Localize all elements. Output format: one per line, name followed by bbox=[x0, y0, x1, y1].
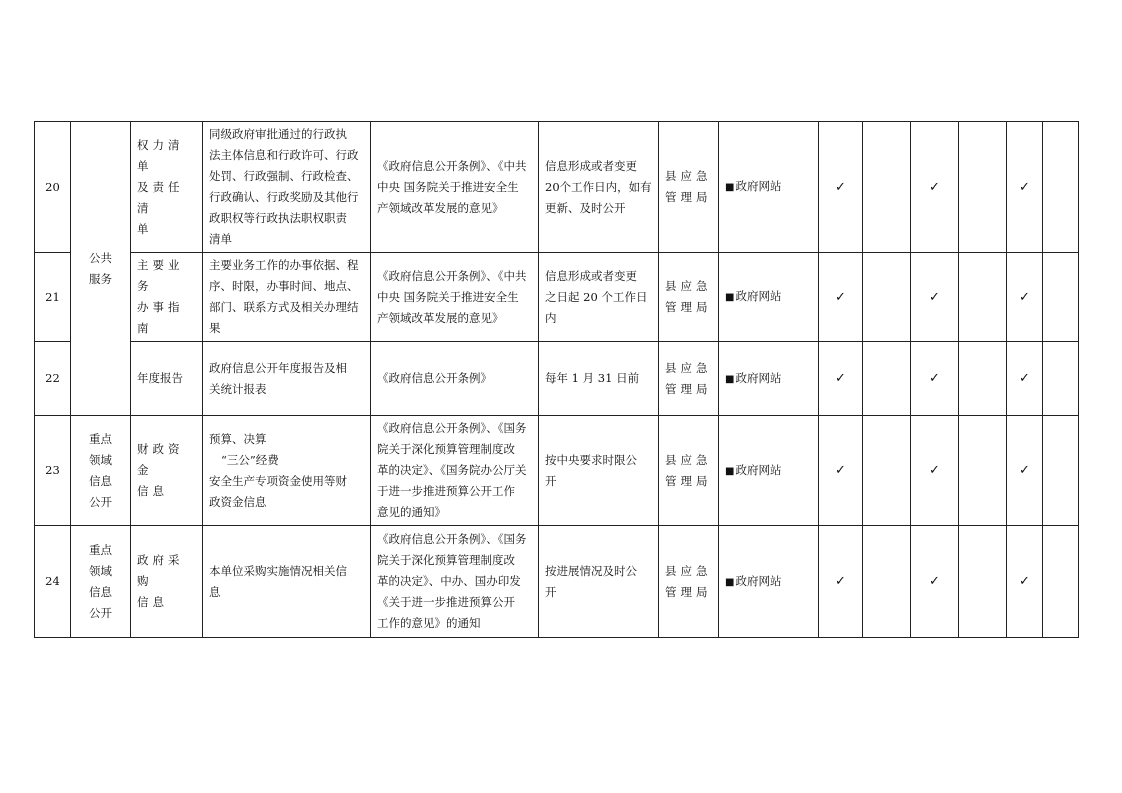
basis-line: 《政府信息公开条例》、《中共 bbox=[377, 158, 527, 173]
basis-cell bbox=[371, 122, 539, 253]
basis-cell bbox=[371, 526, 539, 638]
content-line: 果 bbox=[209, 321, 221, 335]
body-line: 管理局 bbox=[665, 584, 712, 599]
content-line: 同级政府审批通过的行政执 bbox=[209, 127, 347, 141]
body-cell bbox=[659, 526, 719, 638]
basis-line: 院关于深化预算管理制度改 bbox=[377, 553, 515, 567]
item-line: 主要业务 bbox=[137, 258, 184, 293]
item-line: 及责任清 bbox=[137, 179, 184, 215]
check-icon: ✓ bbox=[1019, 179, 1030, 195]
basis-line: 产领域改革发展的意见》 bbox=[377, 200, 504, 215]
timeframe-line: 每年 1 月 31 日前 bbox=[545, 371, 640, 385]
item-cell bbox=[131, 342, 203, 416]
basis-cell bbox=[371, 416, 539, 526]
item-line: 办事指南 bbox=[137, 300, 184, 335]
basis-line: 《政府信息公开条例》、《中共 bbox=[377, 268, 527, 283]
content-line: 政资金信息 bbox=[209, 494, 267, 509]
row-number: 23 bbox=[35, 416, 71, 526]
content-cell bbox=[203, 526, 371, 638]
check-icon: ✓ bbox=[835, 574, 846, 589]
timeframe-line: 按中央要求时限公 bbox=[545, 452, 637, 467]
content-cell bbox=[203, 122, 371, 253]
item-line: 权力清单 bbox=[137, 137, 184, 173]
item-cell bbox=[131, 253, 203, 342]
content-line: 本单位采购实施情况相关信 bbox=[209, 563, 347, 578]
category-line: 服务 bbox=[89, 271, 112, 286]
basis-line: 产领域改革发展的意见》 bbox=[377, 310, 504, 325]
category-line: 重点 bbox=[89, 542, 112, 557]
check-icon: ✓ bbox=[835, 289, 846, 305]
timeframe-cell bbox=[539, 342, 659, 416]
content-line: 政府信息公开年度报告及相 bbox=[209, 360, 347, 375]
body-cell bbox=[659, 342, 719, 416]
table-row bbox=[35, 253, 1079, 342]
row-number: 20 bbox=[35, 122, 71, 253]
item-cell bbox=[131, 416, 203, 526]
basis-line: 《政府信息公开条例》、《国务 bbox=[377, 421, 527, 435]
category-cell bbox=[71, 526, 131, 638]
content-line: 关统计报表 bbox=[209, 381, 267, 396]
content-cell bbox=[203, 342, 371, 416]
body-line: 管理局 bbox=[665, 190, 712, 204]
content-line: 清单 bbox=[209, 232, 232, 246]
item-cell bbox=[131, 526, 203, 638]
basis-line: 《政府信息公开条例》 bbox=[377, 371, 492, 385]
content-line: 行政确认、行政奖励及其他行 bbox=[209, 190, 359, 204]
timeframe-line: 开 bbox=[545, 473, 557, 488]
content-line: 预算、决算 bbox=[209, 431, 267, 446]
row-number: 21 bbox=[35, 253, 71, 342]
timeframe-cell bbox=[539, 253, 659, 342]
timeframe-line: 20个工作日内，如有 bbox=[545, 179, 652, 194]
timeframe-cell bbox=[539, 526, 659, 638]
basis-line: 院关于深化预算管理制度改 bbox=[377, 442, 515, 456]
body-line: 管理局 bbox=[665, 473, 712, 488]
item-line: 政府采购 bbox=[137, 553, 184, 588]
channel-cell bbox=[719, 526, 819, 638]
item-line: 财政资金 bbox=[137, 442, 184, 477]
channel-cell bbox=[719, 342, 819, 416]
item-line: 信息 bbox=[137, 595, 168, 609]
category-line: 公开 bbox=[89, 494, 112, 509]
basis-line: 中央 国务院关于推进安全生 bbox=[377, 289, 519, 304]
body-cell bbox=[659, 253, 719, 342]
basis-line: 革的决定》、中办、国办印发 bbox=[377, 574, 521, 588]
channel-label: 政府网站 bbox=[735, 289, 782, 303]
check-icon: ✓ bbox=[1019, 289, 1030, 305]
check-icon: ✓ bbox=[1019, 463, 1030, 478]
category-line: 信息 bbox=[89, 473, 112, 488]
content-line: “三公”经费 bbox=[221, 452, 279, 467]
basis-cell bbox=[371, 342, 539, 416]
item-line: 信息 bbox=[137, 484, 168, 498]
body-line: 县应急 bbox=[665, 563, 712, 578]
table-row bbox=[35, 526, 1079, 638]
check-icon: ✓ bbox=[1019, 574, 1030, 589]
timeframe-line: 更新、及时公开 bbox=[545, 200, 626, 215]
basis-line: 工作的意见》的通知 bbox=[377, 616, 481, 630]
body-line: 县应急 bbox=[665, 279, 712, 293]
content-line: 政职权等行政执法职权职责 bbox=[209, 211, 347, 225]
body-line: 县应急 bbox=[665, 452, 712, 467]
timeframe-line: 按进展情况及时公 bbox=[545, 563, 637, 578]
category-cell bbox=[71, 122, 131, 416]
content-cell bbox=[203, 416, 371, 526]
body-cell bbox=[659, 416, 719, 526]
check-icon: ✓ bbox=[929, 371, 940, 386]
channel-label: 政府网站 bbox=[735, 462, 782, 477]
timeframe-line: 信息形成或者变更 bbox=[545, 268, 637, 283]
check-icon: ✓ bbox=[929, 289, 940, 305]
channel-label: 政府网站 bbox=[735, 179, 782, 193]
category-line: 领域 bbox=[89, 452, 112, 467]
timeframe-line: 内 bbox=[545, 310, 557, 325]
category-line: 公开 bbox=[89, 605, 112, 620]
disclosure-table bbox=[34, 121, 1079, 638]
row-number: 24 bbox=[35, 526, 71, 638]
channel-label: 政府网站 bbox=[735, 573, 782, 588]
check-icon: ✓ bbox=[835, 371, 846, 386]
check-icon: ✓ bbox=[1019, 371, 1030, 386]
category-line: 公共 bbox=[89, 250, 112, 265]
row-number: 22 bbox=[35, 342, 71, 416]
check-icon: ✓ bbox=[929, 574, 940, 589]
basis-line: 意见的通知》 bbox=[377, 505, 446, 519]
timeframe-line: 信息形成或者变更 bbox=[545, 158, 637, 173]
timeframe-cell bbox=[539, 416, 659, 526]
check-icon: ✓ bbox=[835, 463, 846, 478]
channel-label: 政府网站 bbox=[735, 370, 782, 385]
timeframe-line: 开 bbox=[545, 584, 557, 599]
content-line: 处罚、行政强制、行政检查、 bbox=[209, 169, 359, 183]
body-line: 管理局 bbox=[665, 300, 712, 314]
table-row bbox=[35, 416, 1079, 526]
square-bullet-icon: ■ bbox=[725, 465, 735, 477]
square-bullet-icon: ■ bbox=[725, 373, 735, 385]
check-icon: ✓ bbox=[929, 463, 940, 478]
body-line: 县应急 bbox=[665, 169, 712, 183]
timeframe-line: 之日起 20 个工作日 bbox=[545, 289, 648, 304]
category-line: 领域 bbox=[89, 563, 112, 578]
body-cell bbox=[659, 122, 719, 253]
timeframe-cell bbox=[539, 122, 659, 253]
square-bullet-icon: ■ bbox=[725, 182, 735, 193]
body-line: 县应急 bbox=[665, 360, 712, 375]
table-row bbox=[35, 342, 1079, 416]
body-line: 管理局 bbox=[665, 381, 712, 396]
content-line: 安全生产专项资金使用等财 bbox=[209, 473, 347, 488]
table-row bbox=[35, 122, 1079, 253]
check-icon: ✓ bbox=[929, 179, 940, 195]
category-line: 信息 bbox=[89, 584, 112, 599]
basis-line: 革的决定》、《国务院办公厅关 bbox=[377, 463, 527, 477]
content-line: 序、时限，办事时间、地点、 bbox=[209, 279, 359, 293]
basis-line: 于进一步推进预算公开工作 bbox=[377, 484, 515, 498]
content-cell bbox=[203, 253, 371, 342]
content-line: 息 bbox=[209, 584, 221, 599]
item-line: 单 bbox=[137, 221, 153, 236]
basis-cell bbox=[371, 253, 539, 342]
channel-cell bbox=[719, 416, 819, 526]
item-cell bbox=[131, 122, 203, 253]
item-line: 年度报告 bbox=[137, 371, 183, 385]
check-icon: ✓ bbox=[835, 179, 846, 195]
content-line: 法主体信息和行政许可、行政 bbox=[209, 148, 359, 162]
square-bullet-icon: ■ bbox=[725, 292, 735, 303]
square-bullet-icon: ■ bbox=[725, 576, 735, 588]
category-line: 重点 bbox=[89, 431, 112, 446]
category-cell bbox=[71, 416, 131, 526]
channel-cell bbox=[719, 122, 819, 253]
content-line: 主要业务工作的办事依据、程 bbox=[209, 258, 359, 272]
basis-line: 《政府信息公开条例》、《国务 bbox=[377, 532, 527, 546]
basis-line: 《关于进一步推进预算公开 bbox=[377, 595, 515, 609]
content-line: 部门、联系方式及相关办理结 bbox=[209, 300, 359, 314]
basis-line: 中央 国务院关于推进安全生 bbox=[377, 179, 519, 194]
channel-cell bbox=[719, 253, 819, 342]
